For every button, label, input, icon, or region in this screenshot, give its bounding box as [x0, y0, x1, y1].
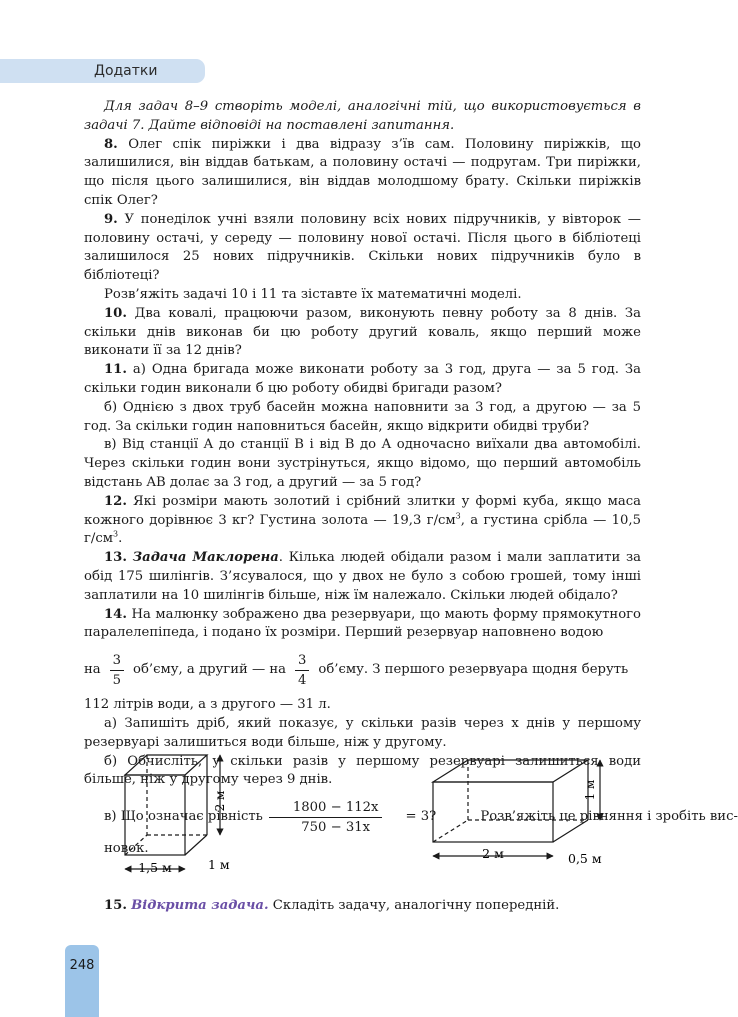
fraction-2-numerator: 3: [295, 651, 309, 671]
fraction-three-quarters: [295, 651, 309, 690]
problem-12-end: .: [118, 531, 123, 547]
problem-13: [84, 549, 641, 605]
problem-12: [84, 493, 641, 549]
cube-superscript: 3: [455, 511, 461, 521]
problem-10: [84, 305, 641, 361]
problem-14-fraction-line: [84, 644, 641, 696]
fraction-1-numerator: 3: [110, 651, 124, 671]
fraction-line-mid: об’єму, а другий — на: [133, 661, 286, 677]
wide-box-depth-label: 0,5 м: [568, 851, 602, 866]
wide-box-width-label: 2 м: [482, 846, 504, 861]
equation-numerator: 1800 − 112x: [269, 798, 383, 818]
open-problem-label: Відкрита задача.: [131, 898, 269, 913]
problem-9: [84, 211, 641, 286]
cube-superscript: 3: [113, 529, 119, 539]
wide-box-top-face: [433, 760, 588, 782]
tall-box-bottom-edge: [185, 835, 207, 855]
problem-10-text: Два ковалі, працюючи разом, виконують певну роботу за 8 днів. За скільки днів виконав би цю роботу другий коваль, якщо перший може виконати її за 12 днів?: [84, 305, 641, 359]
wide-box: [433, 760, 600, 856]
problem-8-number: 8.: [104, 136, 118, 152]
problem-12-text-mid: , а густина срібла — 10,5 г/см: [84, 512, 641, 547]
problem-13-number: 13.: [104, 550, 127, 566]
problem-15-number: 15.: [104, 898, 127, 913]
problem-13-text: . Кілька людей обідали разом і мали заплатити за обід 175 шилінгів. З’ясувалося, що у двох не було з собою грошей, тому інші заплатили на 10 шилінгів більше, ніж їм належало. Скільки людей обідало?: [84, 550, 641, 603]
problem-14c-prefix: в) Що означає рівність: [104, 808, 263, 824]
wide-box-bottom-edge: [553, 820, 588, 842]
problem-14c-suffix: Розв’яжіть це рівняння і зробіть вис-: [480, 808, 738, 824]
problem-10-number: 10.: [104, 305, 127, 321]
problem-15: [84, 897, 641, 915]
solve-note: Розв’яжіть задачі 10 і 11 та зіставте їх математичні моделі.: [104, 286, 522, 302]
fraction-three-fifths: [110, 651, 124, 690]
problem-14a: а) Запишіть дріб, який показує, у скільки разів через x днів у першому резервуарі залишиться води більше, ніж у другому.: [84, 715, 641, 750]
problem-14: [84, 606, 641, 644]
problem-8: [84, 136, 641, 211]
section-header-label: Додатки: [94, 63, 158, 79]
problem-11a-text: а) Одна бригада може виконати роботу за 3 год, друга — за 5 год. За скільки годин виконали б цю роботу обидві бригади разом?: [84, 362, 641, 396]
tall-box-width-label: 1,5 м: [138, 860, 172, 875]
problem-15-text: Складіть задачу, аналогічну попередній.: [272, 898, 560, 913]
reservoirs-figure: [84, 745, 641, 880]
tall-box-front-face: [125, 775, 185, 855]
tall-box-depth-label: 1 м: [208, 857, 230, 872]
problem-14-number: 14.: [104, 606, 127, 622]
problem-11-number: 11.: [104, 362, 127, 378]
fraction-2-denominator: 4: [298, 672, 307, 688]
tall-box-height-label: 2 м: [213, 790, 227, 812]
problem-11a: [84, 361, 641, 399]
problem-12-text: Які розміри мають золотий і срібний злитки у формі куба, якщо маса кожного дорівнює 3 кг? Густина золота — 19,3 г/см: [84, 493, 641, 528]
fraction-line-on: на: [84, 661, 101, 677]
page-number-tab: [65, 945, 99, 1017]
fraction-line-after: об’єму. З першого резервуара щодня беруть: [318, 661, 629, 677]
equation-denominator: 750 − 31x: [301, 819, 371, 835]
problem-8-text: Олег спік пиріжки і два відразу з’їв сам. Половину пиріжків, що залишилися, він віддав батькам, а половину остачі — подругам. Три пиріжки, що після цього залишилися, він віддав молодшому брату. Скільки пиріжків спік Олег?: [84, 136, 641, 208]
intro-text: Для задач 8–9 створіть моделі, аналогічні тій, що використовується в задачі 7. Дайте відповіді на поставлені запитання.: [84, 99, 641, 133]
problem-12-number: 12.: [104, 493, 127, 509]
wide-box-hidden-edge: [433, 820, 468, 842]
tall-box: [125, 755, 220, 869]
problem-11c: в) Від станції A до станції B і від B до A одночасно виїхали два автомобілі. Через скільки годин вони зустрінуться, якщо відомо, що перший автомобіль відстань AB долає за 3 год, а другий — за 5 год?: [84, 437, 641, 490]
tall-box-top-face: [125, 755, 207, 775]
fraction-1-denominator: 5: [112, 672, 122, 688]
problem-14-tail: 112 літрів води, а з другого — 31 л.: [84, 697, 331, 713]
tall-box-hidden-edge: [125, 835, 147, 855]
reservoirs-drawing: [84, 745, 641, 880]
problem-13-title: Задача Маклорена: [132, 550, 279, 566]
problem-9-text: У понеділок учні взяли половину всіх нових підручників, у вівторок — половину остачі, у середу — половину нової остачі. Після цього в бібліотеці залишилося 25 нових підручників. Скільки нових підручників було в бібліотеці?: [84, 211, 641, 284]
equation-rhs: = 3?: [405, 808, 437, 824]
problem-14-text: На малюнку зображено два резервуари, що мають форму прямокутного паралелепіпеда, і подано їх розміри. Перший резервуар наповнено водою: [84, 606, 641, 641]
wide-box-front-face: [433, 782, 553, 842]
problem-11b: б) Однією з двох труб басейн можна наповнити за 3 год, а другою — за 5 год. За скільки годин наповниться басейн, якщо відкрити обидві труби?: [84, 399, 641, 434]
problem-9-number: 9.: [104, 211, 118, 227]
problem-14b: б) Обчисліть, у скільки разів у першому резервуарі залишиться води більше, ніж у другому через 9 днів.: [84, 753, 641, 788]
wide-box-height-label: 1 м: [583, 779, 597, 801]
problem-14c-end: новок.: [104, 841, 149, 857]
page-number: 248: [69, 958, 95, 973]
